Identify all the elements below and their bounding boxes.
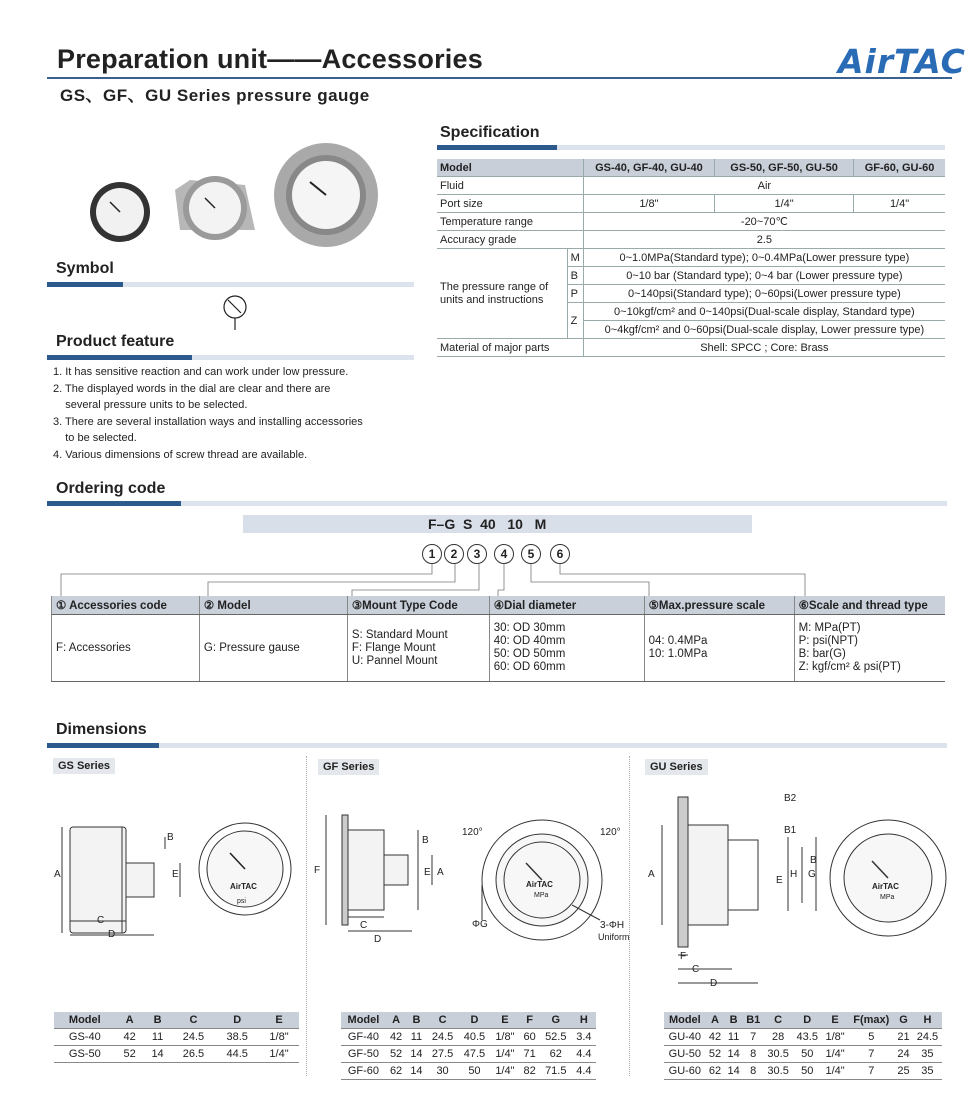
- dim-cell: 35: [913, 1046, 942, 1063]
- spec-header-cell: GS-40, GF-40, GU-40: [583, 159, 714, 177]
- code-circle-6: 6: [550, 544, 570, 564]
- dim-cell: GU-60: [664, 1063, 706, 1080]
- dim-header-cell: D: [215, 1012, 259, 1029]
- gs-dim-b: B: [167, 832, 174, 843]
- spec-label: Temperature range: [437, 213, 583, 231]
- dim-cell: 24.5: [427, 1029, 459, 1046]
- range-code: P: [567, 285, 583, 303]
- gauge-photo-panel: [274, 143, 378, 247]
- spec-heading-bar: [437, 145, 945, 150]
- spec-value: Air: [583, 177, 945, 195]
- code-circle-2: 2: [444, 544, 464, 564]
- gu-drawing: [640, 785, 960, 995]
- dim-cell: 26.5: [172, 1046, 216, 1063]
- gf-dim-f: F: [314, 865, 321, 876]
- dim-cell: 38.5: [215, 1029, 259, 1046]
- ordering-header-cell: ④Dial diameter: [489, 596, 644, 615]
- dim-cell: 14: [406, 1046, 426, 1063]
- ordering-code: F–G S 40 10 M: [428, 516, 547, 532]
- ordering-header-row: [52, 596, 946, 615]
- symbol-heading: Symbol: [56, 260, 114, 277]
- product-photo: [80, 140, 380, 255]
- gf-angle-left: 120°: [462, 827, 483, 838]
- range-code: B: [567, 267, 583, 285]
- gs-dim-d: D: [108, 929, 116, 940]
- spec-heading: Specification: [440, 124, 540, 141]
- spec-value: -20~70℃: [583, 213, 945, 231]
- dim-header-cell: C: [427, 1012, 459, 1029]
- scale-option: M: MPa(PT): [798, 622, 861, 634]
- dim-header-cell: A: [116, 1012, 144, 1029]
- spec-row-port: [437, 195, 945, 213]
- scale-option: P: psi(NPT): [798, 635, 858, 647]
- dim-cell: 1/4": [259, 1046, 299, 1063]
- dim-cell: 30.5: [764, 1046, 793, 1063]
- range-code: M: [567, 249, 583, 267]
- spec-row-temp: [437, 213, 945, 231]
- dim-cell: GS-40: [54, 1029, 116, 1046]
- ordering-header-cell: ③Mount Type Code: [347, 596, 489, 615]
- page-subtitle: GS、GF、GU Series pressure gauge: [60, 86, 370, 105]
- gu-dim-b: B: [810, 855, 817, 866]
- dim-cell: 11: [724, 1029, 743, 1046]
- dim-cell: 62: [386, 1063, 406, 1080]
- table-row: [664, 1029, 942, 1046]
- spec-header-cell: GS-50, GF-50, GU-50: [715, 159, 854, 177]
- gf-drawing: [312, 785, 630, 945]
- dim-cell: 50: [793, 1046, 822, 1063]
- gu-dim-c: C: [692, 964, 700, 975]
- spec-value: 2.5: [583, 231, 945, 249]
- dim-cell: 62: [706, 1063, 725, 1080]
- gf-dim-c: C: [360, 920, 368, 931]
- dim-cell: 14: [724, 1046, 743, 1063]
- gs-dial-unit: psi: [237, 898, 246, 905]
- dim-cell: 1/4": [822, 1046, 849, 1063]
- brand-logo: AirTAC: [838, 42, 966, 81]
- dim-header-cell: D: [793, 1012, 822, 1029]
- dim-cell: GF-40: [341, 1029, 386, 1046]
- gu-dim-h: H: [790, 869, 798, 880]
- dim-cell: 30: [427, 1063, 459, 1080]
- dim-cell: 1/4": [822, 1063, 849, 1080]
- title-rule: [47, 77, 952, 79]
- spec-row-accuracy: [437, 231, 945, 249]
- ordering-heading: Ordering code: [56, 480, 166, 497]
- scale-option: Z: kgf/cm² & psi(PT): [798, 661, 901, 673]
- dim-cell: 3.4: [572, 1029, 596, 1046]
- gu-dim-f: F: [680, 951, 687, 962]
- dim-header-cell: H: [572, 1012, 596, 1029]
- dim-cell: 28: [764, 1029, 793, 1046]
- symbol-heading-bar: [47, 282, 414, 287]
- dim-cell: GF-60: [341, 1063, 386, 1080]
- spec-value: Shell: SPCC ; Core: Brass: [583, 339, 945, 357]
- dim-cell: 7: [743, 1029, 764, 1046]
- divider: [306, 756, 307, 1076]
- dim-cell: 14: [724, 1063, 743, 1080]
- dim-cell: 71.5: [540, 1063, 572, 1080]
- dim-cell: 4.4: [572, 1063, 596, 1080]
- pressure-option: 10: 1.0MPa: [648, 648, 708, 660]
- gauge-photo-flange: [175, 176, 255, 240]
- gs-dial-brand: AirTAC: [230, 882, 257, 891]
- dim-cell: 24: [894, 1046, 913, 1063]
- ordering-cell: [644, 615, 794, 682]
- gu-dim-d: D: [710, 978, 718, 989]
- table-row: [54, 1029, 299, 1046]
- dim-cell: 50: [459, 1063, 491, 1080]
- gf-dim-d: D: [374, 934, 382, 945]
- dim-cell: 7: [848, 1046, 894, 1063]
- gu-dim-header: [664, 1012, 942, 1029]
- dim-header-cell: F: [519, 1012, 539, 1029]
- dim-header-cell: Model: [54, 1012, 116, 1029]
- dim-cell: 42: [116, 1029, 144, 1046]
- dim-cell: 24.5: [172, 1029, 216, 1046]
- dim-header-cell: B: [406, 1012, 426, 1029]
- dim-cell: 1/4": [490, 1046, 519, 1063]
- table-row: [664, 1063, 942, 1080]
- gs-dim-c: C: [97, 915, 105, 926]
- spec-row-range-m: [437, 249, 945, 267]
- gs-dim-a: A: [54, 869, 61, 880]
- gu-dial-unit: MPa: [880, 894, 895, 901]
- dim-header-cell: F(max): [848, 1012, 894, 1029]
- dim-header-cell: A: [386, 1012, 406, 1029]
- dim-cell: 82: [519, 1063, 539, 1080]
- pressure-option: 04: 0.4MPa: [648, 635, 708, 647]
- ordering-heading-bar: [47, 501, 947, 506]
- gf-dim-b: B: [422, 835, 429, 846]
- gu-dim-a: A: [648, 869, 655, 880]
- mount-option: U: Pannel Mount: [351, 654, 438, 667]
- dim-cell: 40.5: [459, 1029, 491, 1046]
- dim-cell: 30.5: [764, 1063, 793, 1080]
- dim-header-cell: Model: [664, 1012, 706, 1029]
- feature-item: 1. It has sensitive reaction and can work under low pressure.: [53, 366, 349, 378]
- spec-label: Port size: [437, 195, 583, 213]
- ordering-cell: [489, 615, 644, 682]
- dim-cell: 5: [848, 1029, 894, 1046]
- spec-value: 1/4": [715, 195, 854, 213]
- code-circle-5: 5: [521, 544, 541, 564]
- ordering-header-cell: ② Model: [199, 596, 347, 615]
- gu-dim-g: G: [808, 869, 816, 880]
- dim-cell: 1/8": [490, 1029, 519, 1046]
- ordering-data-row: [52, 615, 946, 682]
- dim-header-cell: E: [259, 1012, 299, 1029]
- dim-header-cell: B1: [743, 1012, 764, 1029]
- mount-option: S: Standard Mount: [351, 628, 448, 641]
- feature-item: to be selected.: [53, 432, 137, 444]
- gauge-symbol-icon: [220, 292, 250, 332]
- gauge-photo-small: [90, 182, 150, 242]
- gf-dial-brand: AirTAC: [526, 880, 553, 889]
- dim-header-cell: C: [764, 1012, 793, 1029]
- dim-cell: 42: [706, 1029, 725, 1046]
- dim-header-cell: D: [459, 1012, 491, 1029]
- dim-header-cell: Model: [341, 1012, 386, 1029]
- dim-cell: 27.5: [427, 1046, 459, 1063]
- dim-cell: 62: [540, 1046, 572, 1063]
- dim-cell: 50: [793, 1063, 822, 1080]
- dim-cell: 52: [706, 1046, 725, 1063]
- spec-value: 0~1.0MPa(Standard type); 0~0.4MPa(Lower pressure type): [583, 249, 945, 267]
- ordering-header-cell: ⑤Max.pressure scale: [644, 596, 794, 615]
- gs-dim-header: [54, 1012, 299, 1029]
- gf-dim-header: [341, 1012, 596, 1029]
- code-circle-3: 3: [467, 544, 487, 564]
- spec-label: Fluid: [437, 177, 583, 195]
- ordering-cell: G: Pressure gause: [199, 615, 347, 682]
- ordering-cell: [794, 615, 945, 682]
- ordering-cell: F: Accessories: [52, 615, 200, 682]
- dim-header-cell: E: [822, 1012, 849, 1029]
- gu-series-tag: GU Series: [645, 759, 708, 775]
- table-row: [54, 1046, 299, 1063]
- dim-header-cell: B: [724, 1012, 743, 1029]
- code-connector-lines: [55, 560, 815, 600]
- dim-cell: 14: [406, 1063, 426, 1080]
- scale-option: B: bar(G): [798, 648, 846, 660]
- dim-header-cell: G: [540, 1012, 572, 1029]
- mount-option: F: Flange Mount: [351, 641, 436, 654]
- spec-label: Material of major parts: [437, 339, 583, 357]
- spec-value: 1/4": [854, 195, 945, 213]
- spec-value: 1/8": [583, 195, 714, 213]
- dim-cell: 52.5: [540, 1029, 572, 1046]
- dim-header-cell: A: [706, 1012, 725, 1029]
- code-circle-4: 4: [494, 544, 514, 564]
- feature-heading: Product feature: [56, 333, 175, 350]
- dim-header-cell: H: [913, 1012, 942, 1029]
- dim-cell: 60: [519, 1029, 539, 1046]
- gf-dim-uniform: Uniform: [598, 932, 630, 942]
- dim-cell: 35: [913, 1063, 942, 1080]
- gf-series-tag: GF Series: [318, 759, 379, 775]
- gf-dim-hole: 3-ΦH: [600, 920, 625, 931]
- dim-cell: 11: [406, 1029, 426, 1046]
- dim-cell: 43.5: [793, 1029, 822, 1046]
- dimensions-heading-bar: [47, 743, 947, 748]
- gf-angle-right: 120°: [600, 827, 621, 838]
- spec-table: [437, 159, 945, 357]
- dim-cell: 42: [386, 1029, 406, 1046]
- gs-dim-table: [54, 1012, 299, 1063]
- range-code: Z: [567, 303, 583, 339]
- dim-header-cell: B: [144, 1012, 172, 1029]
- spec-row-fluid: [437, 177, 945, 195]
- dim-cell: 25: [894, 1063, 913, 1080]
- dim-cell: GU-50: [664, 1046, 706, 1063]
- gu-dial-brand: AirTAC: [872, 882, 899, 891]
- dim-cell: GF-50: [341, 1046, 386, 1063]
- gf-dim-e: E: [424, 867, 431, 878]
- gu-dim-b2: B2: [784, 793, 797, 804]
- gf-dim-a: A: [437, 867, 444, 878]
- spec-value: 0~4kgf/cm² and 0~60psi(Dual-scale display, Lower pressure type): [583, 321, 945, 339]
- feature-heading-bar: [47, 355, 414, 360]
- dim-header-cell: C: [172, 1012, 216, 1029]
- gs-dim-e: E: [172, 869, 179, 880]
- dim-cell: GS-50: [54, 1046, 116, 1063]
- dim-cell: 4.4: [572, 1046, 596, 1063]
- gs-series-tag: GS Series: [53, 758, 115, 774]
- spec-label: Accuracy grade: [437, 231, 583, 249]
- code-circle-1: 1: [422, 544, 442, 564]
- dial-option: 30: OD 30mm: [493, 622, 566, 634]
- dim-cell: 14: [144, 1046, 172, 1063]
- dim-cell: 1/8": [259, 1029, 299, 1046]
- ordering-header-cell: ⑥Scale and thread type: [794, 596, 945, 615]
- gs-drawing: [50, 815, 300, 945]
- feature-item: 2. The displayed words in the dial are clear and there are: [53, 382, 331, 395]
- dimensions-heading: Dimensions: [56, 721, 147, 738]
- feature-item: 4. Various dimensions of screw thread are available.: [53, 448, 308, 461]
- table-row: [664, 1046, 942, 1063]
- gf-dial-unit: MPa: [534, 892, 549, 899]
- dim-cell: 47.5: [459, 1046, 491, 1063]
- spec-header-cell: GF-60, GU-60: [854, 159, 945, 177]
- feature-item: 3. There are several installation ways and installing accessories: [53, 415, 363, 428]
- dim-cell: 8: [743, 1063, 764, 1080]
- table-row: [341, 1046, 596, 1063]
- spec-header-cell: Model: [437, 159, 583, 177]
- dim-cell: 1/8": [822, 1029, 849, 1046]
- dim-header-cell: E: [490, 1012, 519, 1029]
- feature-list: [53, 364, 363, 463]
- table-row: [341, 1029, 596, 1046]
- dim-cell: GU-40: [664, 1029, 706, 1046]
- spec-label: The pressure range of units and instructions: [437, 249, 567, 339]
- dim-cell: 21: [894, 1029, 913, 1046]
- spec-header-row: [437, 159, 945, 177]
- dim-header-cell: G: [894, 1012, 913, 1029]
- spec-value: 0~10 bar (Standard type); 0~4 bar (Lower pressure type): [583, 267, 945, 285]
- dim-cell: 24.5: [913, 1029, 942, 1046]
- spec-value: 0~10kgf/cm² and 0~140psi(Dual-scale display, Standard type): [583, 303, 945, 321]
- ordering-cell: [347, 615, 489, 682]
- ordering-header-cell: ① Accessories code: [52, 596, 200, 615]
- table-row: [341, 1063, 596, 1080]
- spec-value: 0~140psi(Standard type); 0~60psi(Lower pressure type): [583, 285, 945, 303]
- dial-option: 50: OD 50mm: [493, 648, 566, 660]
- gu-dim-b1: B1: [784, 825, 797, 836]
- dial-option: 40: OD 40mm: [493, 635, 566, 647]
- dim-cell: 1/4": [490, 1063, 519, 1080]
- dim-cell: 7: [848, 1063, 894, 1080]
- dim-cell: 8: [743, 1046, 764, 1063]
- dim-cell: 52: [116, 1046, 144, 1063]
- dim-cell: 71: [519, 1046, 539, 1063]
- gu-dim-e: E: [776, 875, 783, 886]
- ordering-table: [51, 596, 945, 682]
- dial-option: 60: OD 60mm: [493, 661, 566, 673]
- page-title: Preparation unit——Accessories: [57, 44, 483, 74]
- gf-dim-phig: ΦG: [472, 919, 488, 930]
- feature-item: several pressure units to be selected.: [53, 399, 248, 411]
- spec-row-material: [437, 339, 945, 357]
- dim-cell: 11: [144, 1029, 172, 1046]
- gu-dim-table: [664, 1012, 942, 1080]
- gf-dim-table: [341, 1012, 596, 1080]
- dim-cell: 44.5: [215, 1046, 259, 1063]
- dim-cell: 52: [386, 1046, 406, 1063]
